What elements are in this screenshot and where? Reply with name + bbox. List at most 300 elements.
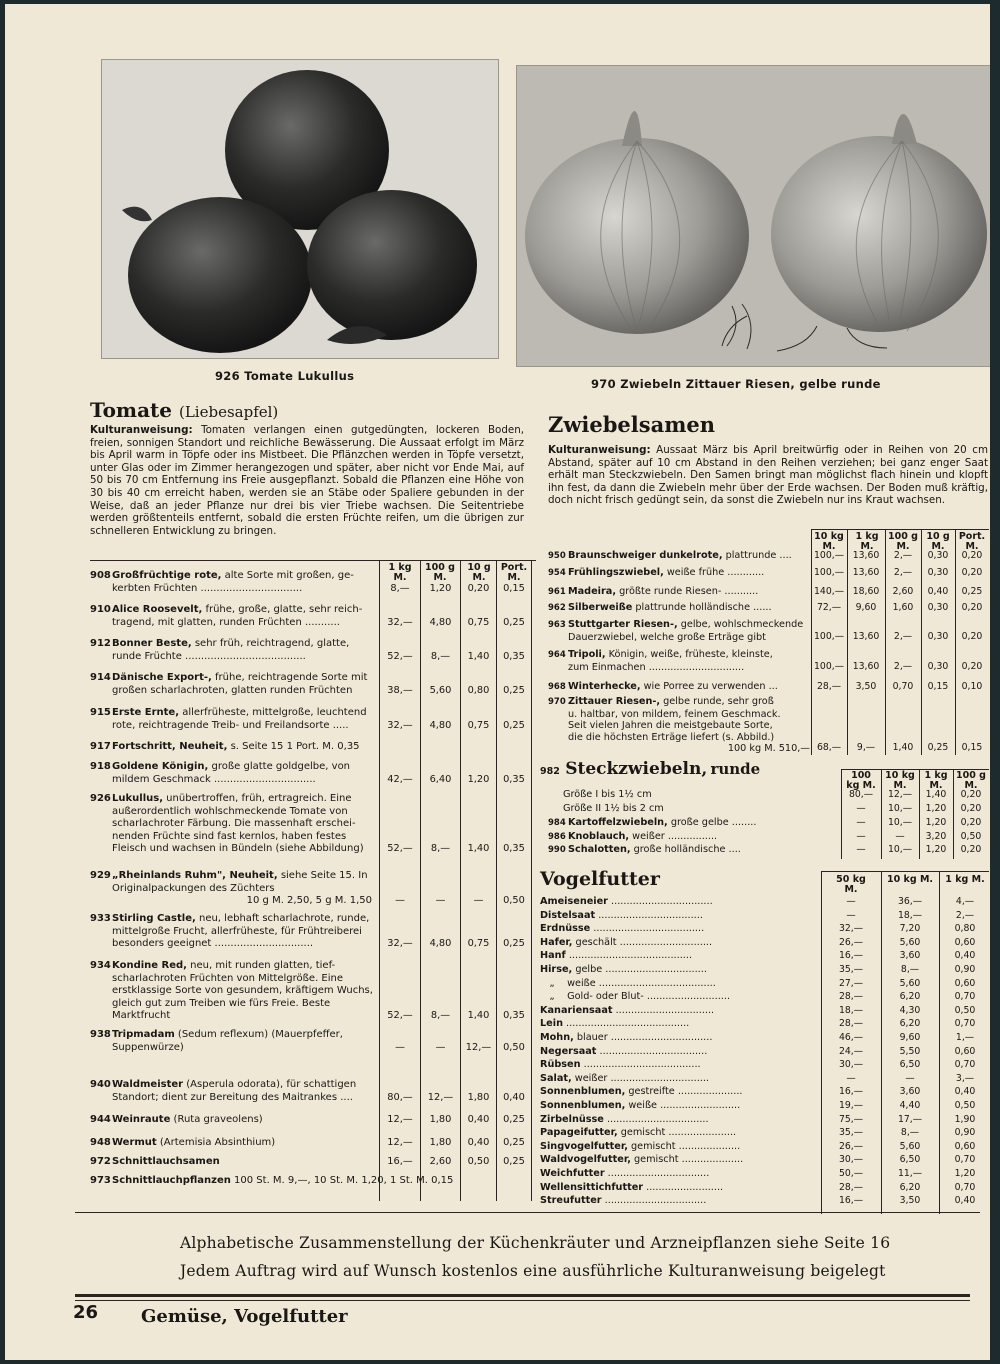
vogel-item-desc: gemischt ......................	[617, 1127, 737, 1139]
zwiebel-price: 3,50	[855, 681, 877, 692]
steck-price: —	[856, 803, 866, 814]
tomate-item-line	[90, 1137, 376, 1150]
tomate-item-desc-line: erstklassige Sorte von gesundem, kräftigem Wuchs,	[112, 985, 373, 997]
tomate-item-line	[90, 638, 376, 651]
steck-price: 1,20	[925, 817, 947, 828]
tomate-item-desc: alte Sorte mit großen, ge-	[221, 570, 354, 581]
footer-rule-thin	[75, 1300, 970, 1301]
vogel-item	[540, 1127, 818, 1140]
tomate-price: 1,20	[467, 773, 490, 785]
zwiebel-price: 100,—	[814, 567, 844, 578]
zwiebel-item	[548, 681, 810, 694]
vogel-header-1kg: 1 kg M.	[945, 874, 985, 885]
tomate-price: —	[395, 1041, 405, 1053]
vogel-price: 4,40	[899, 1100, 921, 1111]
zwiebel-price: 0,20	[961, 660, 983, 672]
tomate-item-desc-line: Suppenwürze)	[112, 1041, 184, 1053]
tomate-price: 0,40	[503, 1091, 525, 1103]
tomate-item-name: Stirling Castle,	[112, 913, 196, 924]
tomate-item-line	[90, 1175, 454, 1188]
vogel-price: 6,50	[899, 1154, 921, 1166]
steck-item-desc: weißer ................	[629, 831, 718, 842]
tomate-price: 0,40	[467, 1137, 490, 1148]
zwiebel-item-name: Winterhecke,	[568, 681, 641, 692]
tomate-item-desc: allerfrüheste, mittelgroße, leuchtend	[179, 707, 367, 718]
vogel-item-name: Kanariensaat	[540, 1004, 613, 1016]
tomate-item-name: Tripmadam	[112, 1029, 175, 1040]
tomate-item-name: Dänische Export-,	[112, 672, 212, 683]
steck-item	[548, 831, 828, 844]
zwiebel-item-desc: gelbe runde, sehr groß	[660, 696, 774, 707]
tomate-item-desc-line: kerbten Früchten ................................	[112, 582, 303, 594]
tomate-price: 0,35	[503, 1010, 525, 1022]
vogel-item-desc: weiße ......................................	[564, 977, 716, 989]
vogel-col-rule	[881, 871, 882, 1214]
steck-price: 1,40	[925, 789, 947, 800]
tomate-item-name: Lukullus,	[112, 793, 163, 804]
tomate-price: 32,—	[387, 616, 413, 628]
tomate-item-name: „Rheinlands Ruhm", Neuheit,	[112, 870, 278, 881]
tomate-col-rule	[420, 560, 421, 1201]
zwiebel-item-desc-line: zum Einmachen ...............................	[568, 661, 745, 673]
vogel-price: 0,60	[954, 1140, 976, 1152]
tomate-item-number: 917	[90, 741, 111, 752]
vogel-col-rule	[821, 871, 822, 1214]
zwiebel-price: 18,60	[852, 586, 880, 597]
tomate-price: 42,—	[387, 773, 413, 785]
tomate-price: 0,40	[467, 1114, 490, 1125]
zwiebel-item-name: Braunschweiger dunkelrote,	[568, 550, 723, 561]
zwiebel-item-name: Stuttgarter Riesen-,	[568, 619, 678, 630]
tomate-price: —	[473, 895, 484, 907]
zwiebel-price: 0,30	[927, 602, 949, 613]
vogel-price: 0,60	[954, 1045, 976, 1057]
zwiebel-item-desc-line: Seit vielen Jahren die meistgebaute Sorte,	[568, 720, 773, 731]
tomate-item-line	[90, 913, 376, 926]
tomate-table-rule	[90, 560, 536, 561]
tomate-instr-text: Tomaten verlangen einen gutgedüngten, lockeren Boden, freien, sonnigen Standort und reichliche Bewässerung. Die Aussaat erfolgt im März bis April warm in Töpfe oder ins Mistbeet. Die Pflänzchen werden in Töpfe versetzt, unter Glas oder im Zimmer herangezogen und später, aber nicht vor Ende Mai, auf 50 bis 70 cm Entfernung ins Freie ausgepflanzt. Sobald die Pflanzen eine Höhe von 30 bis 40 cm erreicht haben, werden sie an Stäbe oder Spaliere gebunden in der Weise, daß an jeder Pflanze nur drei bis vier Triebe wachsen. Die Seitentriebe werden größtenteils entfernt, sobald die ersten Früchte reifen, um die übrigen zur schnelleren Entwicklung zu bringen.	[90, 424, 524, 537]
tomate-item	[90, 672, 376, 697]
tomate-item-number: 933	[90, 913, 111, 924]
page-number: 26	[73, 1302, 99, 1323]
zwiebel-price: 9,60	[855, 602, 877, 613]
vogel-item	[540, 1086, 818, 1099]
tomate-price: 8,—	[430, 1010, 451, 1022]
vogel-price: 3,50	[899, 1195, 921, 1207]
vogel-item	[540, 964, 818, 977]
zwiebel-price: 2,—	[893, 567, 913, 578]
tomate-item	[90, 1079, 376, 1104]
steck-price: 3,20	[925, 831, 947, 842]
tomate-item-desc-line: runde Früchte ......................................	[112, 650, 306, 662]
tomate-item	[90, 793, 376, 856]
footer-line-1: Alphabetische Zusammenstellung der Küchenkräuter und Arzneipflanzen siehe Seite 16	[180, 1234, 891, 1252]
vogel-price: 0,90	[954, 1127, 976, 1139]
steck-item-number: 986	[548, 832, 566, 842]
tomate-item-line	[90, 707, 376, 720]
vogel-item-name: Waldvogelfutter,	[540, 1154, 631, 1166]
tomate-item	[90, 1137, 376, 1150]
zwiebel-header-10g: 10 g M.	[926, 531, 950, 552]
tomate-item-line	[90, 672, 376, 685]
zwiebel-item-name: Frühlingszwiebel,	[568, 567, 664, 578]
tomate-price: 1,40	[467, 1010, 490, 1022]
page-title: Gemüse, Vogelfutter	[141, 1306, 348, 1327]
tomate-price: 8,—	[430, 650, 451, 662]
vogel-item-name: Wellensittichfutter	[540, 1181, 644, 1193]
steck-item-name: Größe I bis 1½ cm	[563, 789, 652, 800]
tomate-price: 32,—	[387, 938, 413, 950]
tomate-item-desc: s. Seite 15 1 Port. M. 0,35	[227, 741, 360, 752]
vogel-price: 35,—	[838, 1127, 864, 1139]
vogel-item-desc: Gold- oder Blut- ...........................	[564, 991, 731, 1003]
tomate-item-desc-line: rote, reichtragende Treib- und Freilandsorte .....	[112, 719, 349, 731]
vogel-item-name: Sonnenblumen,	[540, 1100, 626, 1111]
zwiebel-price: 100,—	[814, 550, 844, 561]
tomate-item-name: Schnittlauchpflanzen	[112, 1175, 231, 1186]
tomate-header-1kg: 1 kg M.	[388, 562, 412, 583]
zwiebel-item	[548, 649, 810, 673]
vogel-price: 6,20	[899, 991, 921, 1003]
vogel-price: 3,60	[899, 950, 921, 962]
tomate-item-desc: (Asperula odorata), für schattigen	[183, 1079, 357, 1090]
tomate-price: 0,25	[503, 719, 525, 731]
tomate-item-desc-line: außerordentlich wohlschmeckende Tomate von	[112, 805, 348, 817]
vogel-item	[540, 1073, 818, 1086]
steck-item-number: 990	[548, 845, 566, 855]
vogel-price: 75,—	[838, 1113, 864, 1125]
tomate-price: —	[395, 895, 405, 907]
tomate-item	[90, 707, 376, 732]
tomate-col-rule	[531, 560, 532, 1201]
vogel-item-desc: .................................	[601, 1195, 707, 1207]
tomate-item-desc: neu, lebhaft scharlachrote, runde,	[195, 913, 370, 924]
vogel-price: 30,—	[838, 1059, 864, 1071]
vogel-item-desc: gemischt ....................	[627, 1140, 741, 1152]
zwiebel-price: 0,20	[961, 567, 983, 578]
zwiebel-item-line	[548, 649, 810, 662]
tomate-item-name: Schnittlauchsamen	[112, 1156, 220, 1167]
tomate-item-line	[90, 793, 376, 806]
tomate-item	[90, 913, 376, 951]
vogel-item	[540, 1059, 818, 1072]
zwiebel-price: 13,60	[852, 630, 880, 642]
tomate-item	[90, 960, 376, 1023]
zwiebel-item-number: 962	[548, 603, 566, 613]
tomate-item-desc: (Artemisia Absinthium)	[156, 1137, 276, 1148]
zwiebel-price: 0,30	[927, 660, 949, 672]
zwiebel-price: 0,20	[961, 550, 983, 561]
zwiebel-item	[548, 586, 810, 599]
vogel-item-desc: gemischt ....................	[630, 1154, 744, 1166]
vogel-item-desc: geschält ..............................	[572, 936, 713, 948]
tomate-col-rule	[379, 560, 380, 1201]
onion-photo-caption: 970 Zwiebeln Zittauer Riesen, gelbe runde	[591, 377, 881, 391]
tomate-item-desc-line: tragend, mit glatten, runden Früchten ...........	[112, 616, 340, 628]
tomate-price: 0,25	[503, 1156, 525, 1167]
zwiebel-price: 2,60	[892, 586, 914, 597]
vogel-price: —	[905, 1072, 915, 1084]
tomate-price: 5,60	[429, 684, 452, 696]
vogel-price: —	[846, 896, 856, 907]
vogel-price: 50,—	[838, 1168, 864, 1179]
vogel-item-name: Distelsaat	[540, 909, 596, 921]
tomate-price: 52,—	[387, 1010, 413, 1022]
tomate-item-number: 908	[90, 570, 111, 581]
steck-item	[563, 803, 843, 816]
vogel-price: 5,60	[899, 936, 921, 948]
zwiebel-item-desc: plattrunde ....	[722, 550, 792, 561]
zwiebel-item-number: 954	[548, 568, 566, 578]
vogel-item-ditto: „	[549, 977, 555, 989]
zwiebel-title: Zwiebelsamen	[548, 412, 716, 437]
onion-illustration	[517, 66, 990, 366]
tomate-price: 0,35	[503, 843, 525, 855]
footer-rule-thick	[75, 1294, 970, 1297]
tomate-price: 52,—	[387, 650, 413, 662]
zwiebel-item-name: Silberweiße	[568, 602, 633, 613]
zwiebel-item-name: Zittauer Riesen-,	[568, 696, 661, 707]
vogel-item-desc: .................................	[607, 896, 713, 907]
tomate-item-desc: (Sedum reflexum) (Mauerpfeffer,	[174, 1029, 343, 1040]
vogel-price: 5,50	[899, 1045, 921, 1057]
vogel-price: 0,50	[954, 1004, 976, 1016]
tomate-price: 1,80	[429, 1114, 452, 1125]
vogel-item	[540, 937, 818, 950]
vogel-item-desc: ....................................	[590, 923, 705, 935]
vogel-price: 17,—	[897, 1113, 923, 1125]
zwiebel-item-number: 961	[548, 587, 566, 597]
steck-price: 10,—	[887, 844, 913, 855]
vogel-item-desc: gestreifte .....................	[625, 1086, 743, 1098]
steck-item-desc: große gelbe ........	[667, 817, 757, 828]
tomate-item	[90, 1156, 376, 1169]
vogel-price: 0,60	[954, 977, 976, 989]
tomate-item-line	[90, 870, 376, 883]
vogel-header-10kg: 10 kg M.	[887, 874, 934, 885]
tomate-item-number: 934	[90, 960, 111, 971]
tomate-col-rule	[460, 560, 461, 1201]
vogel-item	[540, 1154, 818, 1167]
tomate-item	[90, 604, 376, 629]
vogel-price: —	[846, 909, 856, 921]
tomate-item	[90, 570, 376, 595]
tomate-price: 0,25	[503, 616, 525, 628]
tomate-price: 0,20	[467, 582, 490, 594]
tomato-photo	[101, 59, 499, 359]
footer-top-rule	[75, 1212, 980, 1213]
vogel-price: 0,60	[954, 936, 976, 948]
tomate-price: 4,80	[429, 938, 452, 950]
zwiebel-item	[548, 602, 810, 615]
zwiebel-price: 0,15	[961, 742, 983, 753]
steck-price: 0,20	[960, 844, 982, 855]
tomate-price: 0,35	[503, 773, 525, 785]
steck-price: 0,20	[960, 789, 982, 800]
vogel-item-desc: .................................	[604, 1168, 710, 1179]
tomate-item-line	[90, 741, 376, 754]
vogel-item-name: Lein	[540, 1018, 563, 1030]
tomate-header-port: Port. M.	[500, 562, 528, 583]
zwiebel-price: 0,20	[961, 602, 983, 613]
vogel-price: 11,—	[897, 1168, 923, 1179]
vogel-price: 18,—	[897, 909, 923, 921]
steck-number: 982	[540, 766, 560, 777]
tomate-price: —	[435, 895, 446, 907]
vogel-item-desc: ........................................	[565, 950, 693, 962]
zwiebel-item-desc: wie Porree zu verwenden ...	[640, 681, 778, 692]
vogel-price: 3,—	[955, 1072, 975, 1084]
vogel-heading	[540, 868, 660, 890]
vogel-item-desc: ..................................	[595, 909, 703, 921]
vogel-item	[540, 1168, 818, 1181]
vogel-price: 28,—	[838, 1181, 864, 1193]
vogel-price: 16,—	[838, 1195, 864, 1207]
vogel-price: 9,60	[899, 1032, 921, 1043]
steck-header-1kg: 1 kg M.	[924, 770, 948, 791]
tomate-price: 1,80	[467, 1091, 490, 1103]
steck-price: —	[856, 817, 866, 828]
tomate-item	[90, 870, 376, 908]
vogel-item-name: Erdnüsse	[540, 923, 591, 935]
tomate-price: 16,—	[387, 1156, 413, 1167]
tomate-item-number: 973	[90, 1175, 111, 1186]
vogel-item-name: Streufutter	[540, 1195, 602, 1207]
zwiebel-item	[548, 619, 810, 643]
steck-price: 12,—	[887, 789, 913, 800]
zwiebel-heading	[548, 412, 715, 437]
zwiebel-item-desc: größte runde Riesen- ...........	[616, 586, 759, 597]
tomate-item-number: 918	[90, 761, 111, 772]
tomate-item-desc: frühe, große, glatte, sehr reich-	[202, 604, 363, 615]
tomate-item-desc-line: Fleisch und wachsen in Bündeln (siehe Abbildung)	[112, 843, 364, 855]
zwiebel-col-rule	[847, 529, 848, 755]
tomate-price: 0,15	[503, 582, 525, 594]
tomate-item	[90, 741, 376, 754]
onion-photo	[516, 65, 990, 367]
vogel-price: 19,—	[838, 1100, 864, 1111]
zwiebel-price: 0,40	[927, 586, 949, 597]
zwiebel-price: 1,40	[892, 742, 914, 753]
vogel-header-50kg: 50 kg M.	[836, 874, 866, 895]
zwiebel-price: 13,60	[852, 550, 880, 561]
vogel-price: 27,—	[838, 977, 864, 989]
tomate-item-name: Erste Ernte,	[112, 707, 180, 718]
vogel-price: 46,—	[838, 1032, 864, 1043]
vogel-price: 0,40	[954, 950, 976, 962]
vogel-price: 4,30	[899, 1004, 921, 1016]
tomate-item-desc-line: großen scharlachroten, glatten runden Früchten	[112, 684, 353, 696]
vogel-price: 8,—	[900, 1127, 920, 1139]
tomate-item-desc-line: gleich gut zum Treiben wie fürs Freie. Beste	[112, 997, 331, 1009]
tomate-header-100g: 100 g M.	[425, 562, 455, 583]
vogel-item-name: Weichfutter	[540, 1168, 605, 1179]
tomate-item-desc-line: 10 g M. 2,50, 5 g M. 1,50	[246, 895, 372, 907]
tomate-item-desc-line: Marktfrucht	[112, 1010, 171, 1022]
tomate-item-number: 926	[90, 793, 111, 804]
vogel-item	[540, 1114, 818, 1127]
tomate-col-rule	[496, 560, 497, 1201]
vogel-title: Vogelfutter	[540, 868, 660, 890]
zwiebel-item-line	[548, 602, 810, 615]
zwiebel-price: 9,—	[856, 742, 876, 753]
tomate-item	[90, 1029, 376, 1054]
zwiebel-item-desc: Königin, weiße, früheste, kleinste,	[605, 649, 773, 660]
tomate-item-desc: unübertroffen, früh, ertragreich. Eine	[163, 793, 352, 804]
tomate-price: 0,75	[467, 938, 490, 950]
zwiebel-col-rule	[811, 529, 812, 755]
zwiebel-col-rule	[885, 529, 886, 755]
zwiebel-price: 0,30	[927, 550, 949, 561]
zwiebel-item-desc-line: die die höchsten Erträge liefert (s. Abbild.)	[568, 731, 775, 743]
zwiebel-item-line	[548, 586, 810, 599]
tomate-title: Tomate	[90, 398, 173, 422]
tomate-item-name: Fortschritt, Neuheit,	[112, 741, 228, 752]
tomate-price: 32,—	[387, 719, 413, 731]
tomate-item-line	[90, 1079, 376, 1092]
vogel-price: 28,—	[838, 991, 864, 1003]
tomate-item-line	[90, 604, 376, 617]
tomate-price: 0,50	[503, 1041, 525, 1053]
steck-subtitle: runde	[710, 760, 761, 778]
steck-item	[548, 844, 828, 857]
tomate-price: 12,—	[387, 1137, 413, 1148]
vogel-item	[540, 950, 818, 963]
tomate-item-number: 912	[90, 638, 111, 649]
tomate-instructions	[90, 424, 524, 537]
tomate-price: 0,80	[467, 684, 490, 696]
steck-heading	[540, 759, 830, 785]
steck-item-name: Knoblauch,	[568, 831, 630, 842]
tomate-item-number: 972	[90, 1156, 111, 1167]
vogel-price: 26,—	[838, 1140, 864, 1152]
tomate-item-desc-line: mildem Geschmack ................................	[112, 773, 316, 785]
vogel-item-desc: ......................................	[580, 1059, 701, 1071]
tomate-item-desc-line: nenden Früchte sind fast kernlos, haben festes	[112, 830, 347, 842]
vogel-item-desc: ...................................	[596, 1045, 708, 1057]
tomate-price: 52,—	[387, 843, 413, 855]
steck-price: 80,—	[848, 789, 874, 800]
zwiebel-item-name: Madeira,	[568, 586, 616, 597]
tomate-price: 1,40	[467, 650, 490, 662]
tomate-item-number: 940	[90, 1079, 111, 1090]
tomate-item-name: Weinraute	[112, 1114, 171, 1125]
tomate-item-desc: siehe Seite 15. In	[277, 870, 368, 881]
zwiebel-header-10kg: 10 kg M.	[814, 531, 844, 552]
vogel-item	[540, 923, 818, 936]
vogel-item-desc: weißer ................................	[571, 1072, 710, 1084]
vogel-table-rule	[821, 871, 989, 872]
tomate-item-desc-line: scharlachroten Früchten von Mittelgröße. Eine	[112, 972, 344, 984]
zwiebel-header-port: Port. M.	[958, 531, 986, 552]
vogel-item-desc: blauer .................................	[573, 1032, 713, 1043]
vogel-item-name: Salat,	[540, 1072, 572, 1084]
zwiebel-item-number: 964	[548, 650, 566, 660]
tomate-item-desc-line: besonders geeignet ...............................	[112, 938, 314, 950]
tomate-item-name: Großfrüchtige rote,	[112, 570, 222, 581]
catalog-page	[5, 4, 990, 1360]
tomate-item-desc: 100 St. M. 9,—, 10 St. M. 1,20, 1 St. M. 0,15	[230, 1175, 454, 1186]
tomate-item-line	[90, 1156, 376, 1169]
steck-header-100g: 100 g M.	[956, 770, 986, 791]
tomate-price: —	[435, 1041, 446, 1053]
zwiebel-item-line	[548, 550, 810, 563]
zwiebel-item	[548, 567, 810, 580]
vogel-item-desc: .........................	[643, 1181, 724, 1193]
vogel-price: 28,—	[838, 1018, 864, 1030]
vogel-price: 24,—	[838, 1045, 864, 1057]
zwiebel-item-desc: gelbe, wohlschmeckende	[677, 619, 804, 630]
